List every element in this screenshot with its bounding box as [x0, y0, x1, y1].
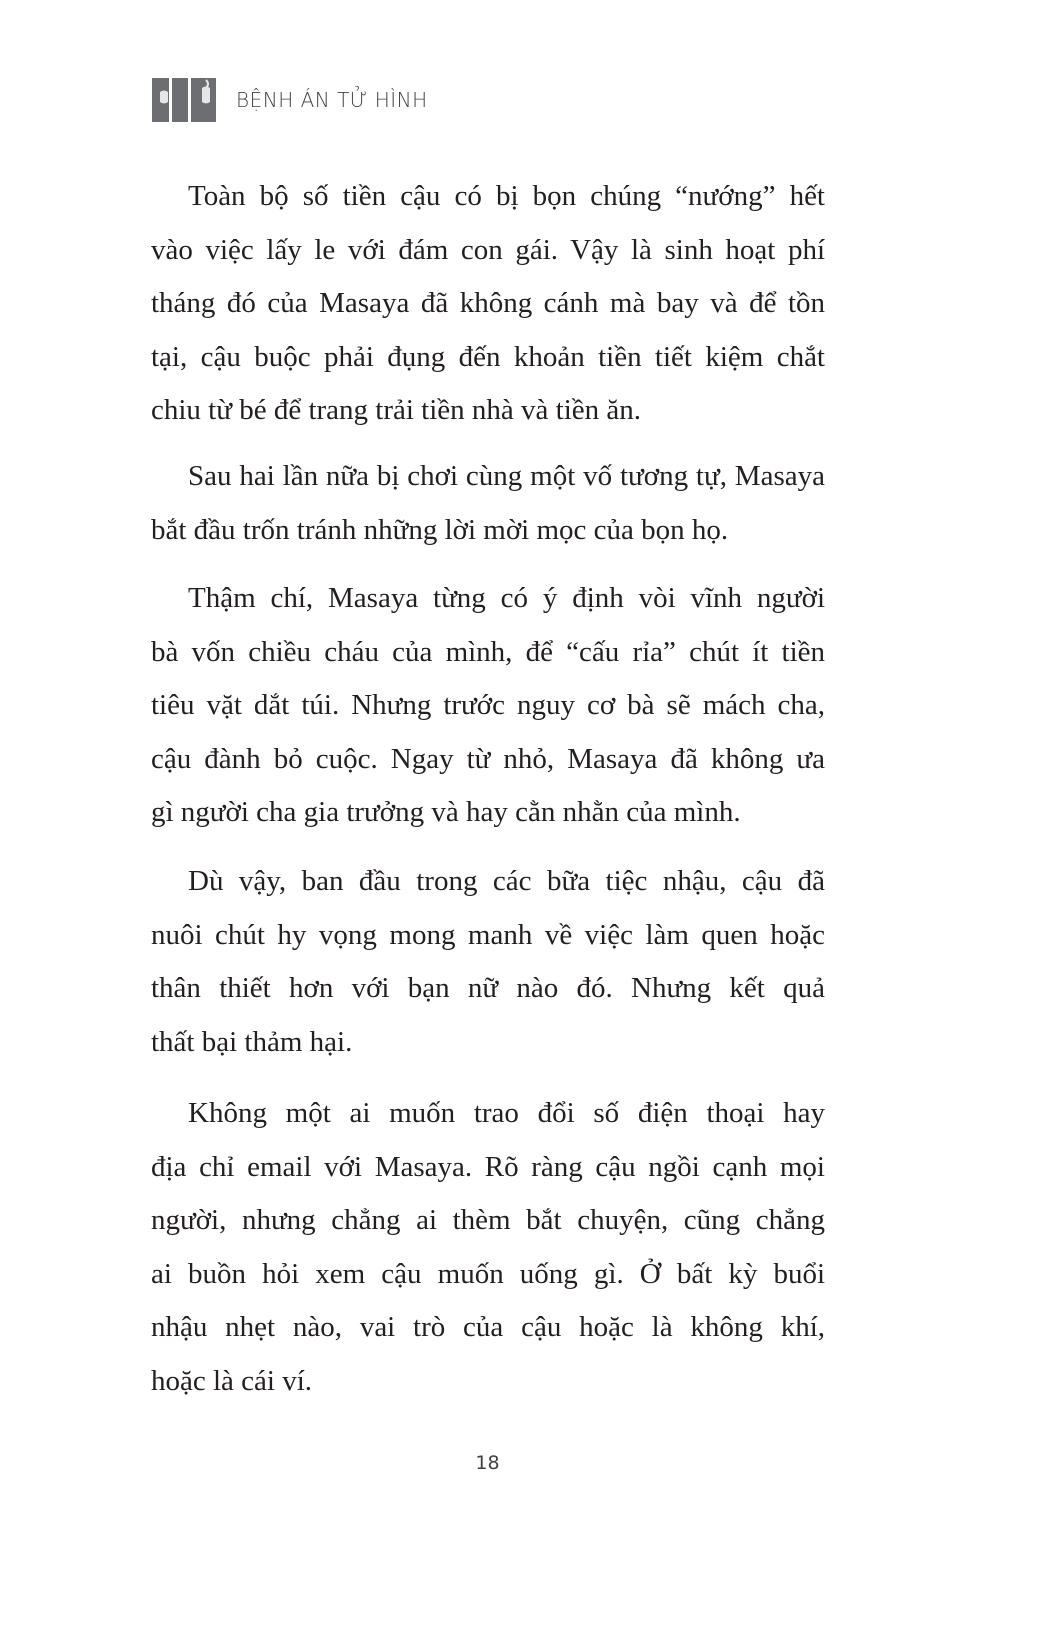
text-line: tháng đó của Masaya đã không cánh mà bay và để tồn: [151, 287, 825, 319]
text-line: chiu từ bé để trang trải tiền nhà và tiền ăn.: [151, 394, 642, 426]
text-line: nuôi chút hy vọng mong manh về việc làm quen hoặc: [151, 918, 825, 951]
text-line: thất bại thảm hại.: [151, 1025, 353, 1058]
paragraph: [151, 170, 825, 438]
text-line: người, nhưng chẳng ai thèm bắt chuyện, cũng chẳng: [151, 1204, 825, 1236]
text-line: Không một ai muốn trao đổi số điện thoại hay: [188, 1097, 825, 1129]
prison-bars-logo-icon: [152, 78, 216, 122]
text-line: tiêu vặt dắt túi. Nhưng trước nguy cơ bà sẽ mách cha,: [151, 689, 825, 721]
text-line: cậu đành bỏ cuộc. Ngay từ nhỏ, Masaya đã không ưa: [151, 742, 825, 775]
page-number: 18: [475, 1452, 500, 1474]
text-line: Sau hai lần nữa bị chơi cùng một vố tương tự, Masaya: [188, 460, 825, 492]
book-title: BỆNH ÁN TỬ HÌNH: [236, 88, 428, 112]
text-line: thân thiết hơn với bạn nữ nào đó. Nhưng kết quả: [151, 972, 825, 1004]
text-line: ai buồn hỏi xem cậu muốn uống gì. Ở bất kỳ buổi: [151, 1257, 825, 1290]
text-line: hoặc là cái ví.: [151, 1364, 313, 1397]
text-line: gì người cha gia trưởng và hay cằn nhằn của mình.: [151, 796, 741, 828]
text-line: địa chỉ email với Masaya. Rõ ràng cậu ngồi cạnh mọi: [151, 1150, 825, 1183]
text-line: vào việc lấy le với đám con gái. Vậy là sinh hoạt phí: [151, 233, 825, 266]
paragraph: [151, 450, 825, 557]
text-line: nhậu nhẹt nào, vai trò của cậu hoặc là không khí,: [151, 1311, 825, 1343]
paragraph: [151, 572, 825, 840]
paragraph: [151, 855, 825, 1069]
text-line: Thậm chí, Masaya từng có ý định vòi vĩnh người: [188, 582, 825, 614]
text-line: bà vốn chiều cháu của mình, để “cấu rỉa” chút ít tiền: [151, 635, 825, 668]
text-line: bắt đầu trốn tránh những lời mời mọc của bọn họ.: [151, 513, 729, 546]
running-header: [152, 78, 428, 122]
text-line: Toàn bộ số tiền cậu có bị bọn chúng “nướng” hết: [188, 180, 825, 212]
text-line: Dù vậy, ban đầu trong các bữa tiệc nhậu, cậu đã: [188, 865, 825, 897]
paragraph: [151, 1087, 825, 1408]
text-line: tại, cậu buộc phải đụng đến khoản tiền tiết kiệm chắt: [151, 340, 825, 373]
